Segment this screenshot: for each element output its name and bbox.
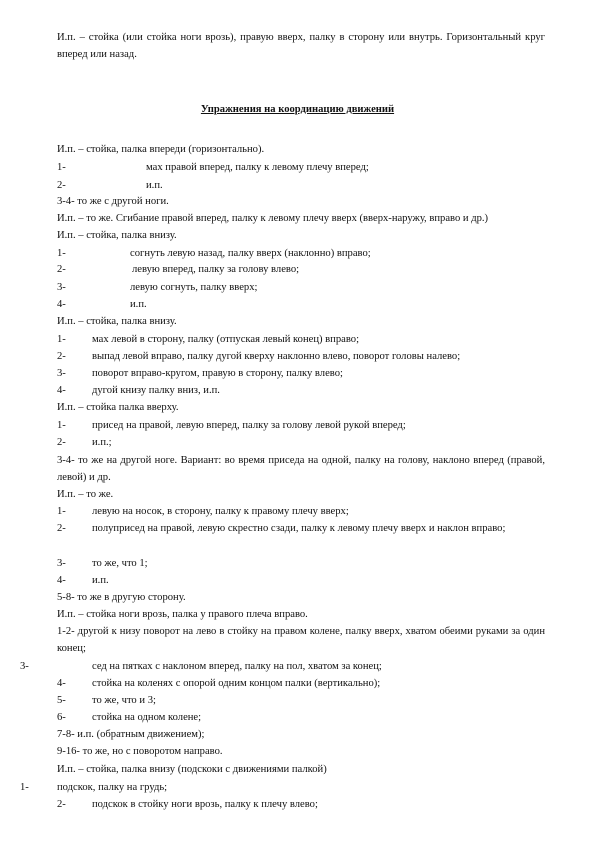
intro-paragraph: И.п. – стойка (или стойка ноги врозь), правую вверх, палку в сторону или внутрь. Горизонтальный круг вперед или назад. [57, 32, 545, 60]
step-text: стойка на одном колене; [92, 712, 202, 723]
text-line: 7-8- и.п. (обратным движением); [57, 729, 205, 740]
step-number: 2- [57, 799, 66, 810]
step-text: сед на пятках с наклоном вперед, палку на пол, хватом за конец; [92, 661, 382, 672]
text-line: И.п. – то же. Сгибание правой вперед, палку к левому плечу вверх (вверх-наружу, вправо и др.) [57, 213, 489, 224]
step-text: выпад левой вправо, палку дугой кверху наклонно влево, поворот головы налево; [92, 351, 461, 362]
step-text: дугой книзу палку вниз, и.п. [92, 385, 220, 396]
text-line: И.п. – то же. [57, 489, 114, 500]
step-text: то же, что 1; [92, 558, 148, 569]
step-text: левую согнуть, палку вверх; [130, 282, 258, 293]
text-line: И.п. – стойка, палка внизу. [57, 316, 177, 327]
text-line: И.п. – стойка, палка внизу. [57, 230, 177, 241]
step-number: 3- [57, 282, 66, 293]
step-text-wrapped: полуприсед на правой, левую скрестно сзади, палку к левому плечу вверх и наклон вправо; [92, 523, 506, 534]
step-number: 3- [20, 661, 29, 672]
rotation-paragraph: 1-2- другой к низу поворот на лево в стойку на правом колене, палку вверх, хватом обеими руками за один конец; [57, 626, 545, 654]
step-number: 1- [57, 506, 66, 517]
step-number: 3- [57, 558, 66, 569]
text-line: 9-16- то же, но с поворотом направо. [57, 746, 223, 757]
step-text: и.п. [146, 180, 163, 191]
step-text: левую на носок, в сторону, палку к правому плечу вверх; [92, 506, 349, 517]
step-text: поворот вправо-кругом, правую в сторону, палку влево; [92, 368, 343, 379]
text-line: 3-4- то же с другой ноги. [57, 196, 169, 207]
step-number: 2- [57, 264, 66, 275]
step-text: подскок в стойку ноги врозь, палку к плечу влево; [92, 799, 318, 810]
step-number: 2- [57, 351, 66, 362]
step-text: стойка на коленях с опорой одним концом палки (вертикально); [92, 678, 381, 689]
step-number: 4- [57, 575, 66, 586]
step-number: 2- [57, 180, 66, 191]
text-line: И.п. – стойка, палка внизу (подскоки с движениями палкой) [57, 764, 327, 775]
text-line: И.п. – стойка, палка впереди (горизонтально). [57, 144, 265, 155]
step-text: подскок, палку на грудь; [57, 782, 168, 793]
step-number: 6- [57, 712, 66, 723]
step-number: 1- [57, 248, 66, 259]
text-line: 5-8- то же в другую сторону. [57, 592, 186, 603]
step-number: 4- [57, 299, 66, 310]
step-text: присед на правой, левую вперед, палку за голову левой рукой вперед; [92, 420, 406, 431]
step-text: и.п.; [92, 437, 112, 448]
step-text: и.п. [92, 575, 109, 586]
variant-paragraph: 3-4- то же на другой ноге. Вариант: во время приседа на одной, палку на голову, наклоно вперед (правой, левой) и др. [57, 455, 545, 483]
section-heading: Упражнения на координацию движений [200, 104, 395, 115]
step-number: 2- [57, 437, 66, 448]
step-number: 1- [20, 782, 29, 793]
step-number: 2- [57, 523, 66, 534]
step-number: 1- [57, 162, 66, 173]
step-number: 1- [57, 420, 66, 431]
step-number: 3- [57, 368, 66, 379]
step-text: мах левой в сторону, палку (отпуская левый конец) вправо; [92, 334, 360, 345]
text-line: И.п. – стойка палка вверху. [57, 402, 179, 413]
step-text: то же, что и 3; [92, 695, 156, 706]
step-text: мах правой вперед, палку к левому плечу вперед; [146, 162, 369, 173]
step-number: 4- [57, 678, 66, 689]
step-text: согнуть левую назад, палку вверх (наклонно) вправо; [130, 248, 371, 259]
text-line: И.п. – стойка ноги врозь, палка у правого плеча вправо. [57, 609, 308, 620]
step-text: и.п. [130, 299, 147, 310]
step-number: 5- [57, 695, 66, 706]
step-text: левую вперед, палку за голову влево; [132, 264, 300, 275]
step-number: 1- [57, 334, 66, 345]
step-number: 4- [57, 385, 66, 396]
